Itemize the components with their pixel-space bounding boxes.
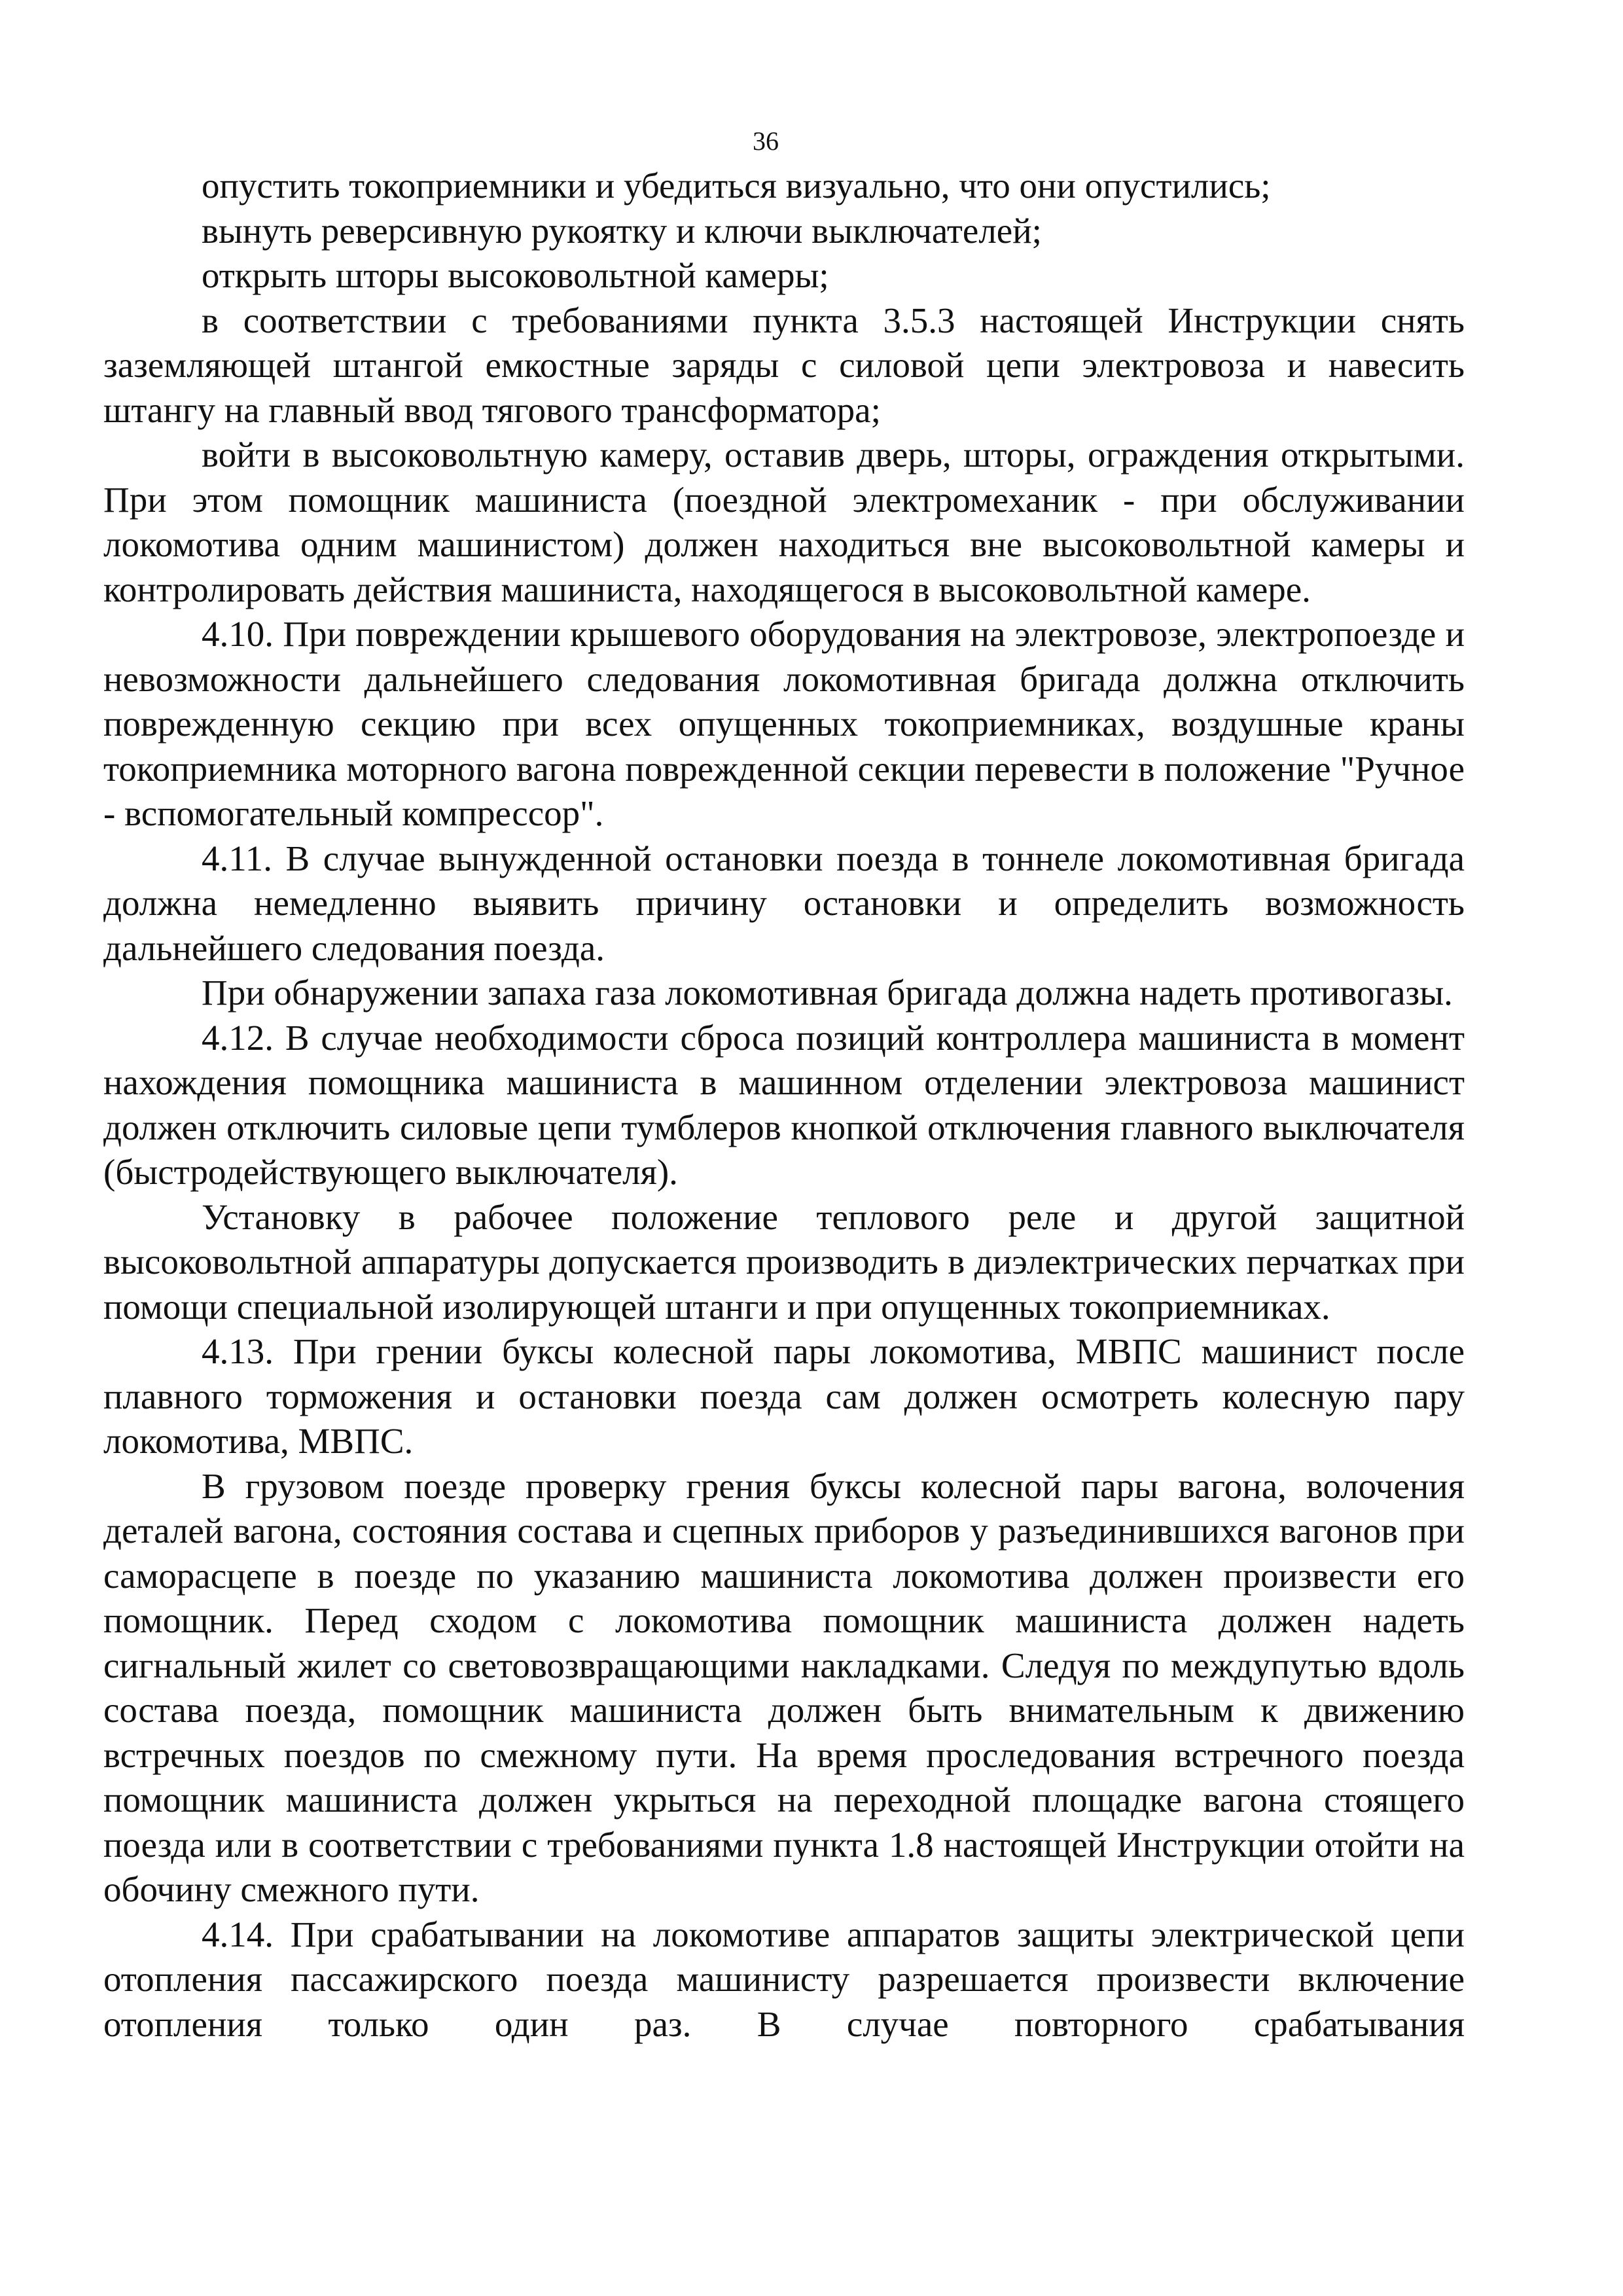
paragraph: опустить токоприемники и убедиться визуально, что они опустились; <box>202 166 1271 206</box>
paragraph: 4.11. В случае вынужденной остановки поезда в тоннеле локомотивная бригада должна немедленно выявить причину остановки и определить возможность дальнейшего следования поезда. <box>103 838 1465 968</box>
page-body <box>103 164 1465 2047</box>
paragraph: Установку в рабочее положение теплового реле и другой защитной высоковольтной аппаратуры допускается производить в диэлектрических перчатках при помощи специальной изолирующей штанги и при опущенных токоприемниках. <box>103 1196 1465 1327</box>
paragraph: в соответствии с требованиями пункта 3.5.3 настоящей Инструкции снять заземляющей штангой емкостные заряды с силовой цепи электровоза и навесить штангу на главный ввод тягового трансформатора; <box>103 300 1465 430</box>
paragraph: 4.14. При срабатывании на локомотиве аппаратов защиты электрической цепи отопления пассажирского поезда машинисту разрешается произвести включение отопления только один раз. В случае повторного срабатывания <box>103 1914 1465 2044</box>
paragraph: открыть шторы высоковольтной камеры; <box>202 255 829 295</box>
paragraph: войти в высоковольтную камеру, оставив дверь, шторы, ограждения открытыми. При этом помощник машиниста (поездной электромеханик - при обслуживании локомотива одним машинистом) должен находиться вне высоковольтной камеры и контролировать действия машиниста, находящегося в высоковольтной камере. <box>103 435 1465 609</box>
page-number: 36 <box>753 126 779 156</box>
paragraph: вынуть реверсивную рукоятку и ключи выключателей; <box>202 210 1042 251</box>
paragraph: 4.12. В случае необходимости сброса позиций контроллера машиниста в момент нахождения помощника машиниста в машинном отделении электровоза машинист должен отключить силовые цепи тумблеров кнопкой отключения главного выключателя (быстродействующего выключателя). <box>103 1017 1465 1192</box>
paragraph: 4.13. При грении буксы колесной пары локомотива, МВПС машинист после плавного торможения и остановки поезда сам должен осмотреть колесную пару локомотива, МВПС. <box>103 1331 1465 1461</box>
paragraph: В грузовом поезде проверку грения буксы колесной пары вагона, волочения деталей вагона, состояния состава и сцепных приборов у разъединившихся вагонов при саморасцепе в поезде по указанию машиниста локомотива должен произвести его помощник. Перед сходом с локомотива помощник машиниста должен надеть сигнальный жилет со световозвращающими накладками. Следуя по междупутью вдоль состава поезда, помощник машиниста должен быть внимательным к движению встречных поездов по смежному пути. На время проследования встречного поезда помощник машиниста должен укрыться на переходной площадке вагона стоящего поезда или в соответствии с требованиями пункта 1.8 настоящей Инструкции отойти на обочину смежного пути. <box>103 1465 1465 1909</box>
paragraph: При обнаружении запаха газа локомотивная бригада должна надеть противогазы. <box>202 973 1453 1013</box>
paragraph: 4.10. При повреждении крышевого оборудования на электровозе, электропоезде и невозможности дальнейшего следования локомотивная бригада должна отключить поврежденную секцию при всех опущенных токоприемниках, воздушные краны токоприемника моторного вагона поврежденной секции перевести в положение "Ручное - вспомогательный компрессор". <box>103 614 1465 833</box>
